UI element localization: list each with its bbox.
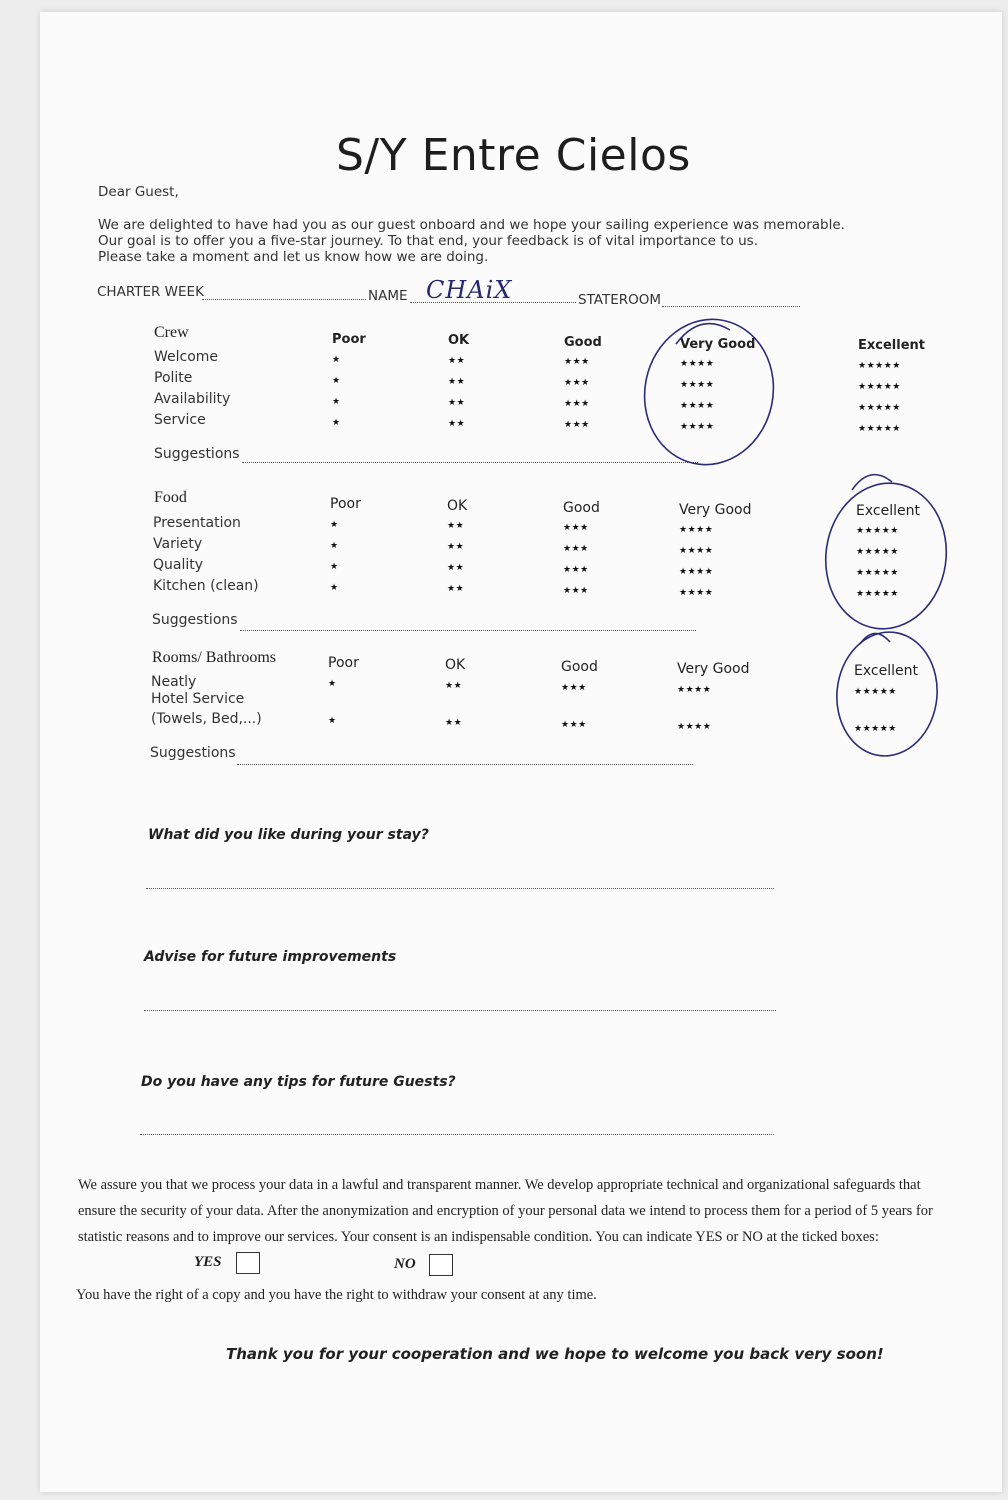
food-suggestions-label: Suggestions xyxy=(152,612,238,628)
answer-improvements-field[interactable] xyxy=(144,1010,776,1011)
greeting: Dear Guest, xyxy=(98,184,179,200)
rating-label-excellent: Excellent xyxy=(858,338,925,353)
crew-item-service: Service xyxy=(154,412,206,428)
food-item-kitchen: Kitchen (clean) xyxy=(153,578,259,594)
form-title: S/Y Entre Cielos xyxy=(336,130,691,181)
star-option[interactable]: ★★★★ xyxy=(677,722,712,732)
rooms-suggestions-label: Suggestions xyxy=(150,745,236,761)
star-option[interactable]: ★ xyxy=(330,562,339,572)
star-option[interactable]: ★★★★★ xyxy=(856,568,899,578)
charter-week-label: CHARTER WEEK xyxy=(97,284,204,300)
star-option[interactable]: ★★★★ xyxy=(680,359,715,369)
stateroom-label: STATEROOM xyxy=(578,292,662,308)
star-option[interactable]: ★★★ xyxy=(563,544,589,554)
rating-label-very-good: Very Good xyxy=(677,661,750,677)
section-heading-food: Food xyxy=(154,489,187,506)
star-option[interactable]: ★★★ xyxy=(564,420,590,430)
question-liked: What did you like during your stay? xyxy=(148,827,429,843)
star-option[interactable]: ★★★★ xyxy=(679,546,714,556)
star-option[interactable]: ★★ xyxy=(447,521,465,531)
star-option[interactable]: ★★ xyxy=(448,419,466,429)
star-option[interactable]: ★★ xyxy=(448,356,466,366)
food-item-variety: Variety xyxy=(153,536,203,552)
rating-label-poor: Poor xyxy=(330,496,361,512)
rating-label-good: Good xyxy=(563,500,600,516)
crew-item-availability: Availability xyxy=(154,391,231,407)
intro-line-1: We are delighted to have had you as our guest onboard and we hope your sailing experience was memorable. xyxy=(98,217,845,233)
rooms-item-neatly: Neatly xyxy=(151,674,197,690)
star-option[interactable]: ★★★★ xyxy=(679,567,714,577)
rating-label-ok: OK xyxy=(448,333,470,348)
star-option[interactable]: ★★★★ xyxy=(679,588,714,598)
star-option[interactable]: ★★★★ xyxy=(680,422,715,432)
star-option[interactable]: ★★★ xyxy=(564,378,590,388)
star-option[interactable]: ★★★ xyxy=(563,586,589,596)
star-option[interactable]: ★★★★★ xyxy=(856,547,899,557)
star-option[interactable]: ★★★★★ xyxy=(854,687,897,697)
food-item-quality: Quality xyxy=(153,557,204,573)
thanks-message: Thank you for your cooperation and we hope to welcome you back very soon! xyxy=(226,1345,884,1363)
circle-rooms-excellent xyxy=(831,627,943,761)
circle-food-tail xyxy=(852,475,892,490)
rating-label-very-good: Very Good xyxy=(680,337,756,352)
star-option[interactable]: ★★★★★ xyxy=(858,424,901,434)
star-option[interactable]: ★ xyxy=(332,397,341,407)
star-option[interactable]: ★★★★★ xyxy=(858,361,901,371)
star-option[interactable]: ★ xyxy=(328,679,337,689)
section-heading-crew: Crew xyxy=(154,324,189,341)
star-option[interactable]: ★★★★ xyxy=(680,401,715,411)
food-item-presentation: Presentation xyxy=(153,515,241,531)
crew-suggestions-label: Suggestions xyxy=(154,446,240,462)
star-option[interactable]: ★★★★ xyxy=(680,380,715,390)
star-option[interactable]: ★★★★★ xyxy=(854,724,897,734)
star-option[interactable]: ★ xyxy=(330,520,339,530)
circle-food-excellent xyxy=(816,475,955,636)
star-option[interactable]: ★ xyxy=(330,583,339,593)
star-option[interactable]: ★★★★★ xyxy=(856,589,899,599)
consent-no-checkbox[interactable] xyxy=(429,1254,453,1276)
intro-line-3: Please take a moment and let us know how we are doing. xyxy=(98,249,489,265)
rating-label-good: Good xyxy=(564,335,602,350)
rating-label-excellent: Excellent xyxy=(854,663,918,679)
answer-liked-field[interactable] xyxy=(146,888,774,889)
question-improvements: Advise for future improvements xyxy=(144,949,397,965)
star-option[interactable]: ★★ xyxy=(447,542,465,552)
star-option[interactable]: ★ xyxy=(332,376,341,386)
star-option[interactable]: ★★ xyxy=(447,563,465,573)
rooms-item-hotel-service: Hotel Service xyxy=(151,691,245,707)
rooms-item-towels-bed: (Towels, Bed,...) xyxy=(151,711,262,727)
handwritten-circles xyxy=(40,12,1002,1492)
star-option[interactable]: ★★★ xyxy=(563,565,589,575)
question-tips: Do you have any tips for future Guests? xyxy=(141,1074,456,1090)
star-option[interactable]: ★★★★★ xyxy=(858,382,901,392)
star-option[interactable]: ★★ xyxy=(445,681,463,691)
crew-item-polite: Polite xyxy=(154,370,193,386)
rating-label-good: Good xyxy=(561,659,598,675)
consent-no-label: NO xyxy=(394,1256,416,1272)
star-option[interactable]: ★ xyxy=(330,541,339,551)
name-handwritten-value: CHAiX xyxy=(426,276,513,304)
star-option[interactable]: ★ xyxy=(332,418,341,428)
feedback-form-sheet xyxy=(40,12,1002,1492)
rating-label-ok: OK xyxy=(447,498,468,514)
star-option[interactable]: ★ xyxy=(332,355,341,365)
consent-yes-label: YES xyxy=(194,1254,222,1270)
star-option[interactable]: ★★ xyxy=(448,377,466,387)
rating-label-poor: Poor xyxy=(332,332,366,347)
star-option[interactable]: ★★★★ xyxy=(679,525,714,535)
star-option[interactable]: ★★★★★ xyxy=(858,403,901,413)
rating-label-very-good: Very Good xyxy=(679,502,752,518)
star-option[interactable]: ★★★ xyxy=(561,683,587,693)
star-option[interactable]: ★★★★★ xyxy=(856,526,899,536)
star-option[interactable]: ★★ xyxy=(447,584,465,594)
star-option[interactable]: ★★★ xyxy=(564,357,590,367)
star-option[interactable]: ★★★ xyxy=(563,523,589,533)
star-option[interactable]: ★ xyxy=(328,716,337,726)
consent-rights: You have the right of a copy and you have the right to withdraw your consent at any time. xyxy=(76,1287,597,1303)
star-option[interactable]: ★★★★ xyxy=(677,685,712,695)
rating-label-poor: Poor xyxy=(328,655,359,671)
crew-item-welcome: Welcome xyxy=(154,349,219,365)
intro-line-2: Our goal is to offer you a five-star journey. To that end, your feedback is of vital importance to us. xyxy=(98,233,759,249)
consent-text: We assure you that we process your data in a lawful and transparent manner. We develop appropriate technical and organizational safeguards that ensure the security of your data. After the anonymization and encryption of your personal data we intend to process them for a period of 5 years for statistic reasons and to improve our services. Your consent is an indispensable condition. You can indicate YES or NO at the ticked boxes: xyxy=(78,1177,933,1245)
star-option[interactable]: ★★ xyxy=(448,398,466,408)
consent-yes-checkbox[interactable] xyxy=(236,1252,260,1274)
name-label: NAME xyxy=(368,288,408,304)
section-heading-rooms: Rooms/ Bathrooms xyxy=(152,649,277,666)
star-option[interactable]: ★★★ xyxy=(564,399,590,409)
rating-label-excellent: Excellent xyxy=(856,503,920,519)
rating-label-ok: OK xyxy=(445,657,466,673)
star-option[interactable]: ★★ xyxy=(445,718,463,728)
answer-tips-field[interactable] xyxy=(140,1134,774,1135)
star-option[interactable]: ★★★ xyxy=(561,720,587,730)
circle-crew-very-good xyxy=(631,307,787,476)
